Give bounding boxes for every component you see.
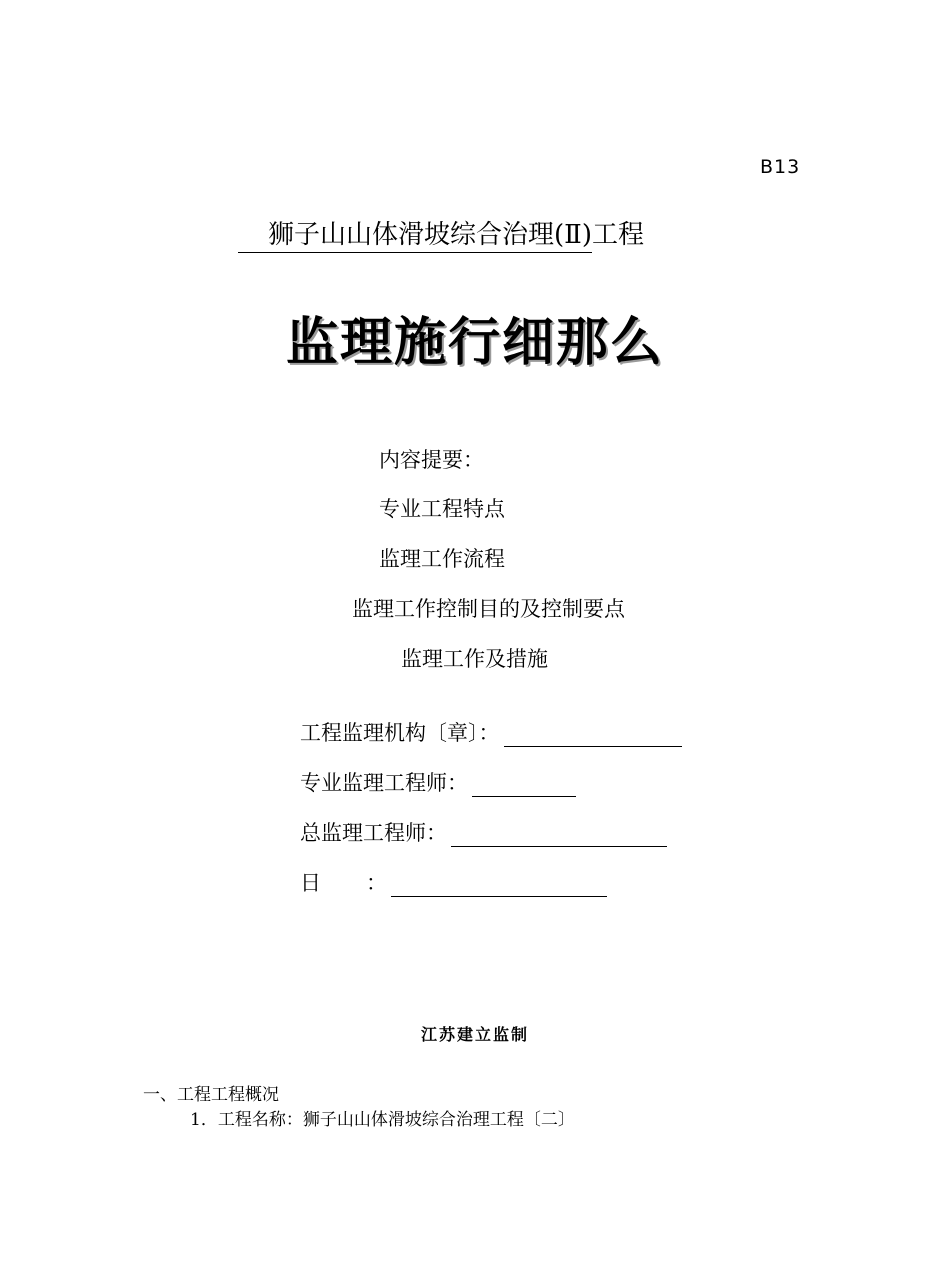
project-name-line [238,218,644,252]
signature-row-org [300,719,682,747]
document-code: B13 [760,156,801,178]
org-signature-field[interactable] [504,724,682,747]
signature-row-date [300,869,607,897]
outline-item-features: 专业工程特点 [379,497,505,521]
outline-item-workflow: 监理工作流程 [379,547,505,571]
date-colon: ： [366,871,387,895]
chief-label: 总监理工程师： [300,821,447,845]
signature-row-chief [300,819,667,847]
project-name: 狮子山山体滑坡综合治理(Ⅱ) [238,218,592,253]
document-title: 监理施行细那么 [285,313,664,373]
outline-item-measures: 监理工作及措施 [401,647,548,671]
specialist-label: 专业监理工程师： [300,771,468,795]
project-suffix: 工程 [591,220,644,250]
chief-signature-field[interactable] [451,824,667,847]
outline-heading: 内容提要： [379,448,484,472]
date-label: 日 [300,871,321,895]
signature-row-specialist [300,769,576,797]
org-label: 工程监理机构〔章〕： [300,721,500,745]
date-field[interactable] [391,874,607,897]
specialist-signature-field[interactable] [472,774,576,797]
outline-item-control: 监理工作控制目的及控制要点 [352,597,625,621]
section-heading: 一、工程工程概况 [143,1085,279,1105]
issuing-organization: 江苏建立监制 [420,1025,529,1044]
section-item: 1．工程名称：狮子山山体滑坡综合治理工程〔二〕 [190,1110,575,1130]
